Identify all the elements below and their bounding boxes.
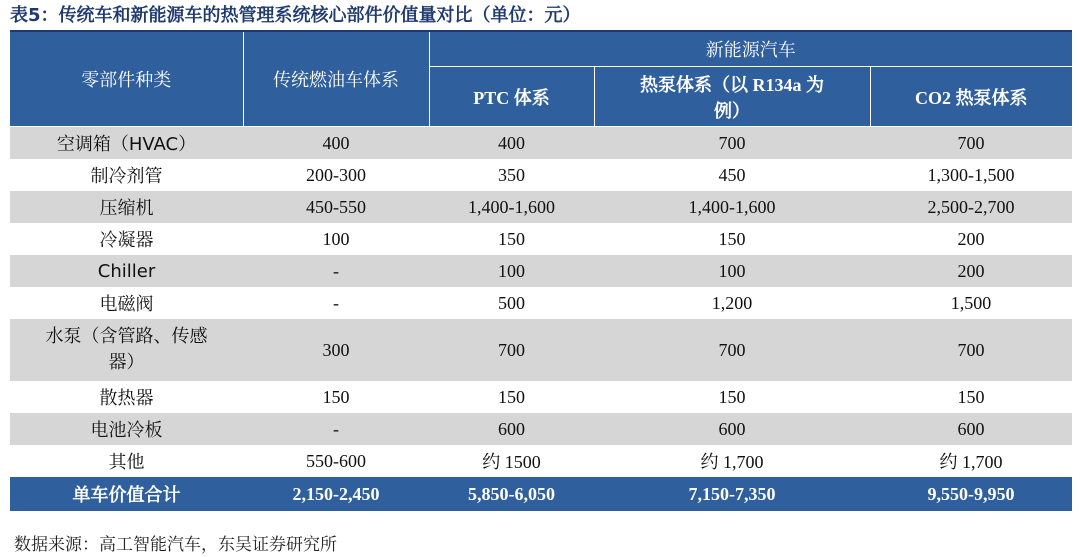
ptc-cell: 150 (429, 381, 594, 413)
ptc-cell: 600 (429, 413, 594, 445)
total-ptc-cell: 5,850-6,050 (429, 477, 594, 511)
co2-cell: 1,300-1,500 (870, 159, 1072, 191)
ptc-cell: 350 (429, 159, 594, 191)
component-cell: 压缩机 (10, 191, 243, 223)
component-cell: 冷凝器 (10, 223, 243, 255)
table-row (10, 319, 1072, 381)
co2-cell: 700 (870, 319, 1072, 381)
table-row (10, 413, 1072, 445)
heat-pump-cell: 1,400-1,600 (594, 191, 870, 223)
heat-pump-cell: 150 (594, 223, 870, 255)
heat-pump-cell: 700 (594, 127, 870, 160)
traditional-cell: 100 (243, 223, 429, 255)
co2-cell: 700 (870, 127, 1072, 160)
table-title: 表5：传统车和新能源车的热管理系统核心部件价值量对比（单位：元） (10, 5, 581, 26)
header-ptc: PTC 体系 (429, 67, 594, 127)
traditional-cell: 550-600 (243, 445, 429, 477)
co2-cell: 200 (870, 223, 1072, 255)
ptc-cell: 1,400-1,600 (429, 191, 594, 223)
co2-cell: 2,500-2,700 (870, 191, 1072, 223)
traditional-cell: 400 (243, 127, 429, 160)
traditional-cell: - (243, 287, 429, 319)
heat-pump-cell: 1,200 (594, 287, 870, 319)
table-row (10, 127, 1072, 160)
total-row (10, 477, 1072, 511)
table-row (10, 223, 1072, 255)
heat-pump-cell: 450 (594, 159, 870, 191)
component-cell: 电磁阀 (10, 287, 243, 319)
heat-pump-cell: 150 (594, 381, 870, 413)
traditional-cell: 200-300 (243, 159, 429, 191)
value-comparison-table (10, 32, 1072, 511)
table-row (10, 381, 1072, 413)
traditional-cell: - (243, 413, 429, 445)
component-cell: 电池冷板 (10, 413, 243, 445)
traditional-cell: 300 (243, 319, 429, 381)
heat-pump-cell: 约 1,700 (594, 445, 870, 477)
table-row (10, 255, 1072, 287)
total-co2-cell: 9,550-9,950 (870, 477, 1072, 511)
component-cell: Chiller (10, 255, 243, 287)
heat-pump-cell: 600 (594, 413, 870, 445)
component-cell: 散热器 (10, 381, 243, 413)
component-cell: 其他 (10, 445, 243, 477)
component-cell: 制冷剂管 (10, 159, 243, 191)
header-traditional: 传统燃油车体系 (243, 32, 429, 127)
total-component-cell: 单车价值合计 (10, 477, 243, 511)
co2-cell: 200 (870, 255, 1072, 287)
ptc-cell: 150 (429, 223, 594, 255)
total-traditional-cell: 2,150-2,450 (243, 477, 429, 511)
co2-cell: 约 1,700 (870, 445, 1072, 477)
header-co2: CO2 热泵体系 (870, 67, 1072, 127)
traditional-cell: 450-550 (243, 191, 429, 223)
heat-pump-cell: 100 (594, 255, 870, 287)
data-source-note: 数据来源：高工智能汽车，东吴证券研究所 (14, 535, 337, 555)
header-component: 零部件种类 (10, 32, 243, 127)
traditional-cell: 150 (243, 381, 429, 413)
total-heat-pump-cell: 7,150-7,350 (594, 477, 870, 511)
ptc-cell: 100 (429, 255, 594, 287)
table-body (10, 127, 1072, 512)
table-row (10, 191, 1072, 223)
table-row (10, 159, 1072, 191)
ptc-cell: 500 (429, 287, 594, 319)
traditional-cell: - (243, 255, 429, 287)
header-heat-pump: 热泵体系（以 R134a 为例） (594, 67, 870, 127)
heat-pump-cell: 700 (594, 319, 870, 381)
co2-cell: 1,500 (870, 287, 1072, 319)
ptc-cell: 400 (429, 127, 594, 160)
component-cell: 空调箱（HVAC） (10, 127, 243, 160)
co2-cell: 600 (870, 413, 1072, 445)
co2-cell: 150 (870, 381, 1072, 413)
table-row (10, 287, 1072, 319)
component-cell: 水泵（含管路、传感器） (10, 319, 243, 381)
table-row (10, 445, 1072, 477)
ptc-cell: 约 1500 (429, 445, 594, 477)
ptc-cell: 700 (429, 319, 594, 381)
header-nev-group: 新能源汽车 (429, 32, 1072, 67)
